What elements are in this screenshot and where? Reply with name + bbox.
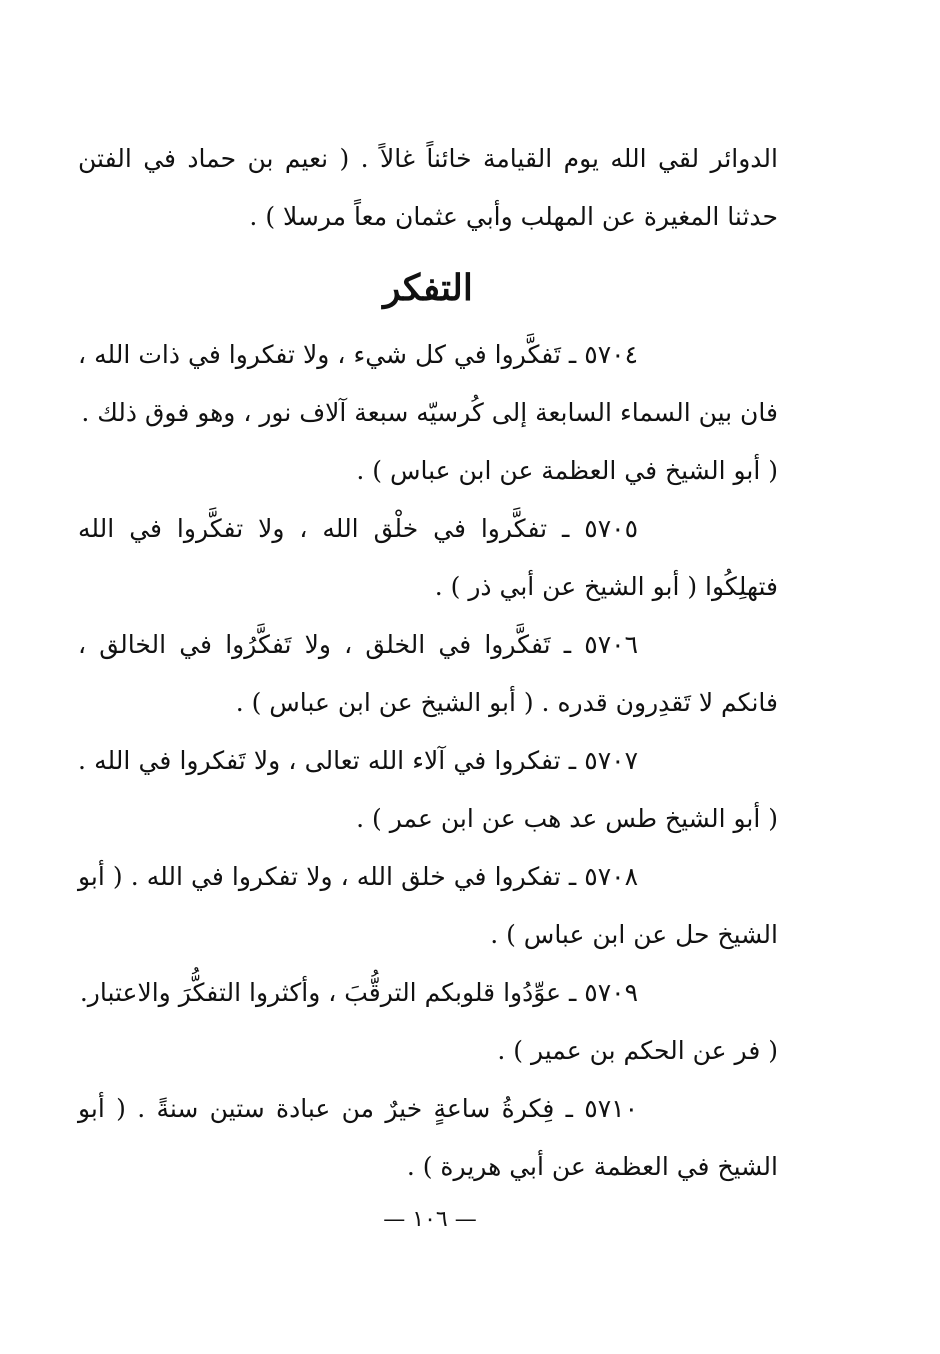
hadith-source-5709: ( فر عن الحكم بن عمير ) . [497,1036,778,1065]
hadith-entry-5704: ٥٧٠٤ ـ تَفكَّروا في كل شيء ، ولا تفكروا في ذات الله ، فان بين السماء السابعة إلى كُرسيّه سبعة آلاف نور ، وهو فوق ذلك . [78,340,778,427]
entries-block [78,326,778,1196]
hadith-entry-5707: ٥٧٠٧ ـ تفكروا في آلاء الله تعالى ، ولا تَفكروا في الله . ( أبو الشيخ طس عد هب عن ابن عمر ) . [78,746,778,833]
hadith-entry-5708: ٥٧٠٨ ـ تفكروا في خلق الله ، ولا تفكروا في الله . ( أبو الشيخ حل عن ابن عباس ) . [78,862,778,949]
section-heading: التفكر [383,267,473,309]
hadith-source-5704: ( أبو الشيخ في العظمة عن ابن عباس ) . [356,456,778,485]
page-number: — ١٠٦ — [383,1207,477,1232]
intro-paragraph: الدوائر لقي الله يوم القيامة خائناً غالاً . ( نعيم بن حماد في الفتن حدثنا المغيرة عن المهلب وأبي عثمان معاً مرسلا ) . [78,144,778,231]
hadith-entry-5709: ٥٧٠٩ ـ عوِّدُوا قلوبكم الترقُّبَ ، وأكثروا التفكُّرَ والاعتبار. [79,978,638,1007]
intro-block [78,130,778,246]
hadith-entry-5710: ٥٧١٠ ـ فِكرةُ ساعةٍ خيرٌ من عبادة ستين سنةً . ( أبو الشيخ في العظمة عن أبي هريرة ) . [78,1094,778,1181]
hadith-entry-5705: ٥٧٠٥ ـ تفكَّروا في خلْق الله ، ولا تفكَّروا في الله فتهلِكُوا ( أبو الشيخ عن أبي ذر ) . [78,514,778,601]
hadith-entry-5706: ٥٧٠٦ ـ تَفكَّروا في الخلق ، ولا تَفكَّرُوا في الخالق ، فانكم لا تَقدِرون قدره . ( أبو الشيخ عن ابن عباس ) . [78,630,778,717]
